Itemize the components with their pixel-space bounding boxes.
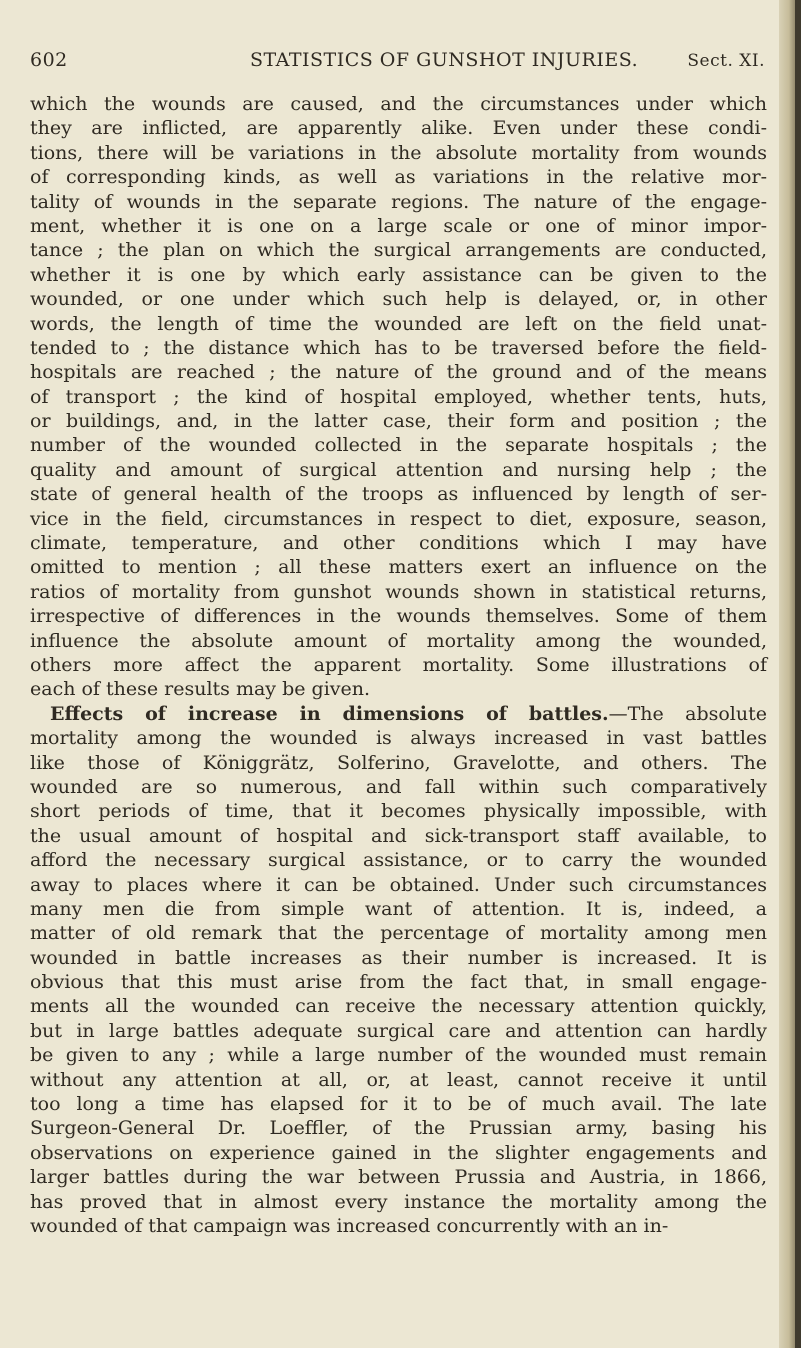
text-line: observations on experience gained in the slighter engagements and bbox=[30, 1141, 767, 1164]
text-line: influence the absolute amount of mortality among the wounded, bbox=[30, 629, 767, 652]
running-header bbox=[30, 49, 765, 75]
section-mark: Sect. XI. bbox=[687, 51, 765, 71]
text-line: omitted to mention ; all these matters exert an influence on the bbox=[30, 556, 767, 579]
body-text bbox=[30, 92, 767, 1238]
text-line: obvious that this must arise from the fact that, in small engage- bbox=[30, 971, 767, 994]
text-line: the usual amount of hospital and sick-transport staff available, to bbox=[30, 824, 767, 847]
text-line: irrespective of differences in the wounds themselves. Some of them bbox=[30, 605, 767, 628]
running-title: STATISTICS OF GUNSHOT INJURIES. bbox=[250, 49, 639, 71]
text-line: many men die from simple want of attention. It is, indeed, a bbox=[30, 897, 767, 920]
text-line: each of these results may be given. bbox=[30, 678, 371, 701]
page-number: 602 bbox=[30, 49, 68, 71]
text-line: larger battles during the war between Prussia and Austria, in 1866, bbox=[30, 1166, 767, 1189]
text-line: tions, there will be variations in the absolute mortality from wounds bbox=[30, 141, 767, 164]
paragraph-2 bbox=[30, 702, 767, 1239]
text-line: of corresponding kinds, as well as variations in the relative mor- bbox=[30, 166, 767, 189]
text-line: tance ; the plan on which the surgical arrangements are conducted, bbox=[30, 239, 767, 262]
text-line: number of the wounded collected in the separate hospitals ; the bbox=[30, 434, 767, 457]
paragraph-1 bbox=[30, 92, 767, 702]
text-line: hospitals are reached ; the nature of the ground and of the means bbox=[30, 361, 767, 384]
page-edge-dark bbox=[795, 0, 801, 1348]
text-line: be given to any ; while a large number of the wounded must remain bbox=[30, 1044, 767, 1067]
text-line: without any attention at all, or, at least, cannot receive it until bbox=[30, 1068, 767, 1091]
text-line: tended to ; the distance which has to be traversed before the field- bbox=[30, 336, 767, 359]
text-line: too long a time has elapsed for it to be of much avail. The late bbox=[30, 1093, 767, 1116]
text-line: wounded, or one under which such help is delayed, or, in other bbox=[30, 288, 767, 311]
text-line: climate, temperature, and other conditions which I may have bbox=[30, 532, 767, 555]
text-line: but in large battles adequate surgical care and attention can hardly bbox=[30, 1019, 767, 1042]
text-line: wounded of that campaign was increased concurrently with an in- bbox=[30, 1214, 669, 1237]
text-line: wounded are so numerous, and fall within such comparatively bbox=[30, 775, 767, 798]
text-line: wounded in battle increases as their number is increased. It is bbox=[30, 946, 767, 969]
text-line: away to places where it can be obtained. Under such circumstances bbox=[30, 873, 767, 896]
text-line: ment, whether it is one on a large scale or one of minor impor- bbox=[30, 214, 767, 237]
text-line: like those of Königgrätz, Solferino, Gravelotte, and others. The bbox=[30, 751, 767, 774]
text-line: words, the length of time the wounded are left on the field unat- bbox=[30, 312, 767, 335]
text-line: state of general health of the troops as influenced by length of ser- bbox=[30, 483, 767, 506]
text-line: ratios of mortality from gunshot wounds shown in statistical returns, bbox=[30, 580, 767, 603]
text-line: tality of wounds in the separate regions. The nature of the engage- bbox=[30, 190, 767, 213]
text-line: short periods of time, that it becomes physically impossible, with bbox=[30, 800, 767, 823]
text-line: they are inflicted, are apparently alike. Even under these condi- bbox=[30, 117, 767, 140]
text-line bbox=[30, 702, 767, 726]
text-line: Surgeon-General Dr. Loeffler, of the Prussian army, basing his bbox=[30, 1117, 767, 1140]
section-heading: Effects of increase in dimensions of battles. bbox=[50, 702, 609, 725]
text-line: of transport ; the kind of hospital employed, whether tents, huts, bbox=[30, 385, 767, 408]
text-line: quality and amount of surgical attention and nursing help ; the bbox=[30, 458, 767, 481]
text-line: matter of old remark that the percentage of mortality among men bbox=[30, 922, 767, 945]
text-line: others more affect the apparent mortality. Some illustrations of bbox=[30, 653, 767, 676]
text-line: vice in the field, circumstances in respect to diet, exposure, season, bbox=[30, 507, 767, 530]
text-line: ments all the wounded can receive the necessary attention quickly, bbox=[30, 995, 767, 1018]
text-line: or buildings, and, in the latter case, their form and position ; the bbox=[30, 410, 767, 433]
text-line: mortality among the wounded is always increased in vast battles bbox=[30, 727, 767, 750]
text-line: which the wounds are caused, and the circumstances under which bbox=[30, 93, 767, 115]
text-line: has proved that in almost every instance the mortality among the bbox=[30, 1190, 767, 1213]
text-line: whether it is one by which early assistance can be given to the bbox=[30, 263, 767, 286]
heading-continuation: —The absolute bbox=[608, 702, 767, 725]
text-line: afford the necessary surgical assistance, or to carry the wounded bbox=[30, 849, 767, 872]
